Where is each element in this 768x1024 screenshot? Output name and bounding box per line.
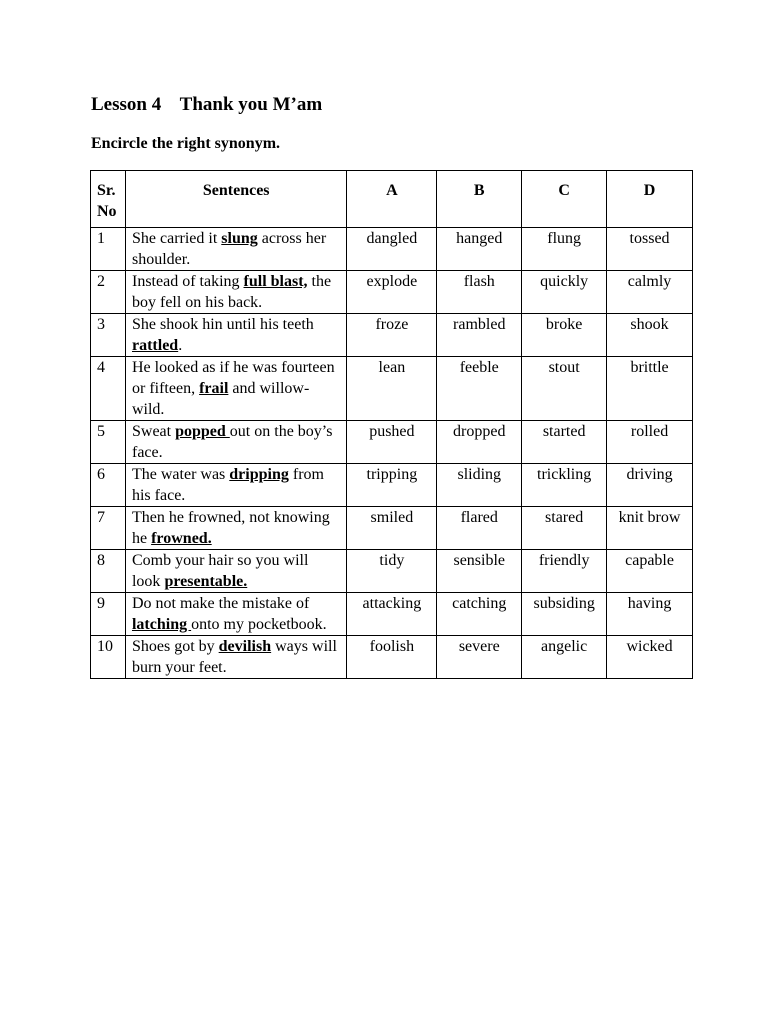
sentence-text: and willow-wild. [131, 380, 310, 418]
keyword: popped [175, 423, 230, 440]
option-a[interactable]: lean [347, 357, 437, 421]
option-a[interactable]: tripping [347, 464, 437, 507]
option-c[interactable]: angelic [522, 636, 607, 679]
option-c[interactable]: started [522, 421, 607, 464]
option-b[interactable]: sliding [437, 464, 522, 507]
option-b[interactable]: rambled [437, 314, 522, 357]
row-number: 7 [91, 507, 126, 550]
option-d[interactable]: driving [607, 464, 693, 507]
lesson-name: Thank you M’am [179, 94, 323, 115]
option-d[interactable]: calmly [607, 271, 693, 314]
table-row [91, 593, 693, 636]
option-c[interactable]: flung [522, 228, 607, 271]
header-row [91, 171, 693, 228]
option-c[interactable]: trickling [522, 464, 607, 507]
row-number: 9 [91, 593, 126, 636]
table-row [91, 636, 693, 679]
table-row [91, 421, 693, 464]
option-d[interactable]: capable [607, 550, 693, 593]
option-a[interactable]: froze [347, 314, 437, 357]
sentence-cell [125, 314, 346, 357]
keyword: dripping [229, 466, 289, 483]
row-number: 8 [91, 550, 126, 593]
keyword: devilish [218, 638, 272, 655]
table-row [91, 464, 693, 507]
keyword: full blast, [243, 273, 308, 290]
sentence-text: Shoes got by [131, 638, 219, 655]
option-b[interactable]: severe [437, 636, 522, 679]
option-c[interactable]: friendly [522, 550, 607, 593]
option-a[interactable]: pushed [347, 421, 437, 464]
header-srno: Sr. No [91, 171, 126, 228]
header-sentences: Sentences [125, 171, 346, 228]
sentence-text: Sweat [131, 423, 176, 440]
sentence-text: Do not make the mistake of [131, 595, 310, 612]
sentence-cell [125, 550, 346, 593]
option-d[interactable]: rolled [607, 421, 693, 464]
sentence-text: She carried it [131, 230, 222, 247]
row-number: 3 [91, 314, 126, 357]
header-a: A [347, 171, 437, 228]
option-a[interactable]: attacking [347, 593, 437, 636]
header-d: D [607, 171, 693, 228]
option-c[interactable]: broke [522, 314, 607, 357]
sentence-text: from his face. [131, 466, 324, 504]
option-b[interactable]: feeble [437, 357, 522, 421]
lesson-number: Lesson 4 [91, 94, 162, 115]
option-d[interactable]: knit brow [607, 507, 693, 550]
sentence-cell [125, 593, 346, 636]
keyword: presentable. [164, 573, 248, 590]
sentence-text: out on the boy’s face. [131, 423, 333, 461]
row-number: 10 [91, 636, 126, 679]
option-a[interactable]: foolish [347, 636, 437, 679]
option-b[interactable]: dropped [437, 421, 522, 464]
sentence-text: Comb your hair so you will look [131, 552, 309, 590]
option-a[interactable]: tidy [347, 550, 437, 593]
table-row [91, 550, 693, 593]
sentence-text: ways will burn your feet. [131, 638, 337, 676]
keyword: rattled [131, 337, 179, 354]
row-number: 1 [91, 228, 126, 271]
sentence-cell [125, 228, 346, 271]
row-number: 4 [91, 357, 126, 421]
sentence-text: The water was [131, 466, 230, 483]
sentence-text: onto my pocketbook. [191, 616, 327, 633]
sentence-cell [125, 636, 346, 679]
row-number: 2 [91, 271, 126, 314]
option-a[interactable]: explode [347, 271, 437, 314]
option-d[interactable]: tossed [607, 228, 693, 271]
table-row [91, 357, 693, 421]
sentence-text: Instead of taking [131, 273, 244, 290]
option-b[interactable]: flared [437, 507, 522, 550]
option-d[interactable]: brittle [607, 357, 693, 421]
table-row [91, 228, 693, 271]
option-b[interactable]: hanged [437, 228, 522, 271]
option-d[interactable]: wicked [607, 636, 693, 679]
header-c: C [522, 171, 607, 228]
sentence-text: She shook hin until his teeth [131, 316, 314, 333]
sentence-cell [125, 421, 346, 464]
sentence-cell [125, 271, 346, 314]
table-row [91, 314, 693, 357]
option-c[interactable]: stout [522, 357, 607, 421]
header-b: B [437, 171, 522, 228]
table-row [91, 271, 693, 314]
option-d[interactable]: shook [607, 314, 693, 357]
option-a[interactable]: smiled [347, 507, 437, 550]
keyword: slung [221, 230, 258, 247]
row-number: 6 [91, 464, 126, 507]
keyword: frail [199, 380, 229, 397]
sentence-text: . [178, 337, 183, 354]
sentence-text: the boy fell on his back. [131, 273, 332, 311]
keyword: latching [131, 616, 192, 633]
sentence-text: He looked as if he was fourteen or fifteen, [131, 359, 335, 397]
keyword: frowned. [151, 530, 212, 547]
option-b[interactable]: flash [437, 271, 522, 314]
option-b[interactable]: catching [437, 593, 522, 636]
page-title [91, 94, 322, 116]
option-d[interactable]: having [607, 593, 693, 636]
option-b[interactable]: sensible [437, 550, 522, 593]
table-row [91, 507, 693, 550]
sentence-cell [125, 464, 346, 507]
synonym-table [90, 170, 693, 679]
option-c[interactable]: subsiding [522, 593, 607, 636]
instruction: Encircle the right synonym. [91, 135, 281, 152]
sentence-cell [125, 357, 346, 421]
row-number: 5 [91, 421, 126, 464]
sentence-text: Then he frowned, not knowing he [131, 509, 330, 547]
option-a[interactable]: dangled [347, 228, 437, 271]
option-c[interactable]: quickly [522, 271, 607, 314]
sentence-cell [125, 507, 346, 550]
sentence-text: across her shoulder. [131, 230, 327, 268]
option-c[interactable]: stared [522, 507, 607, 550]
